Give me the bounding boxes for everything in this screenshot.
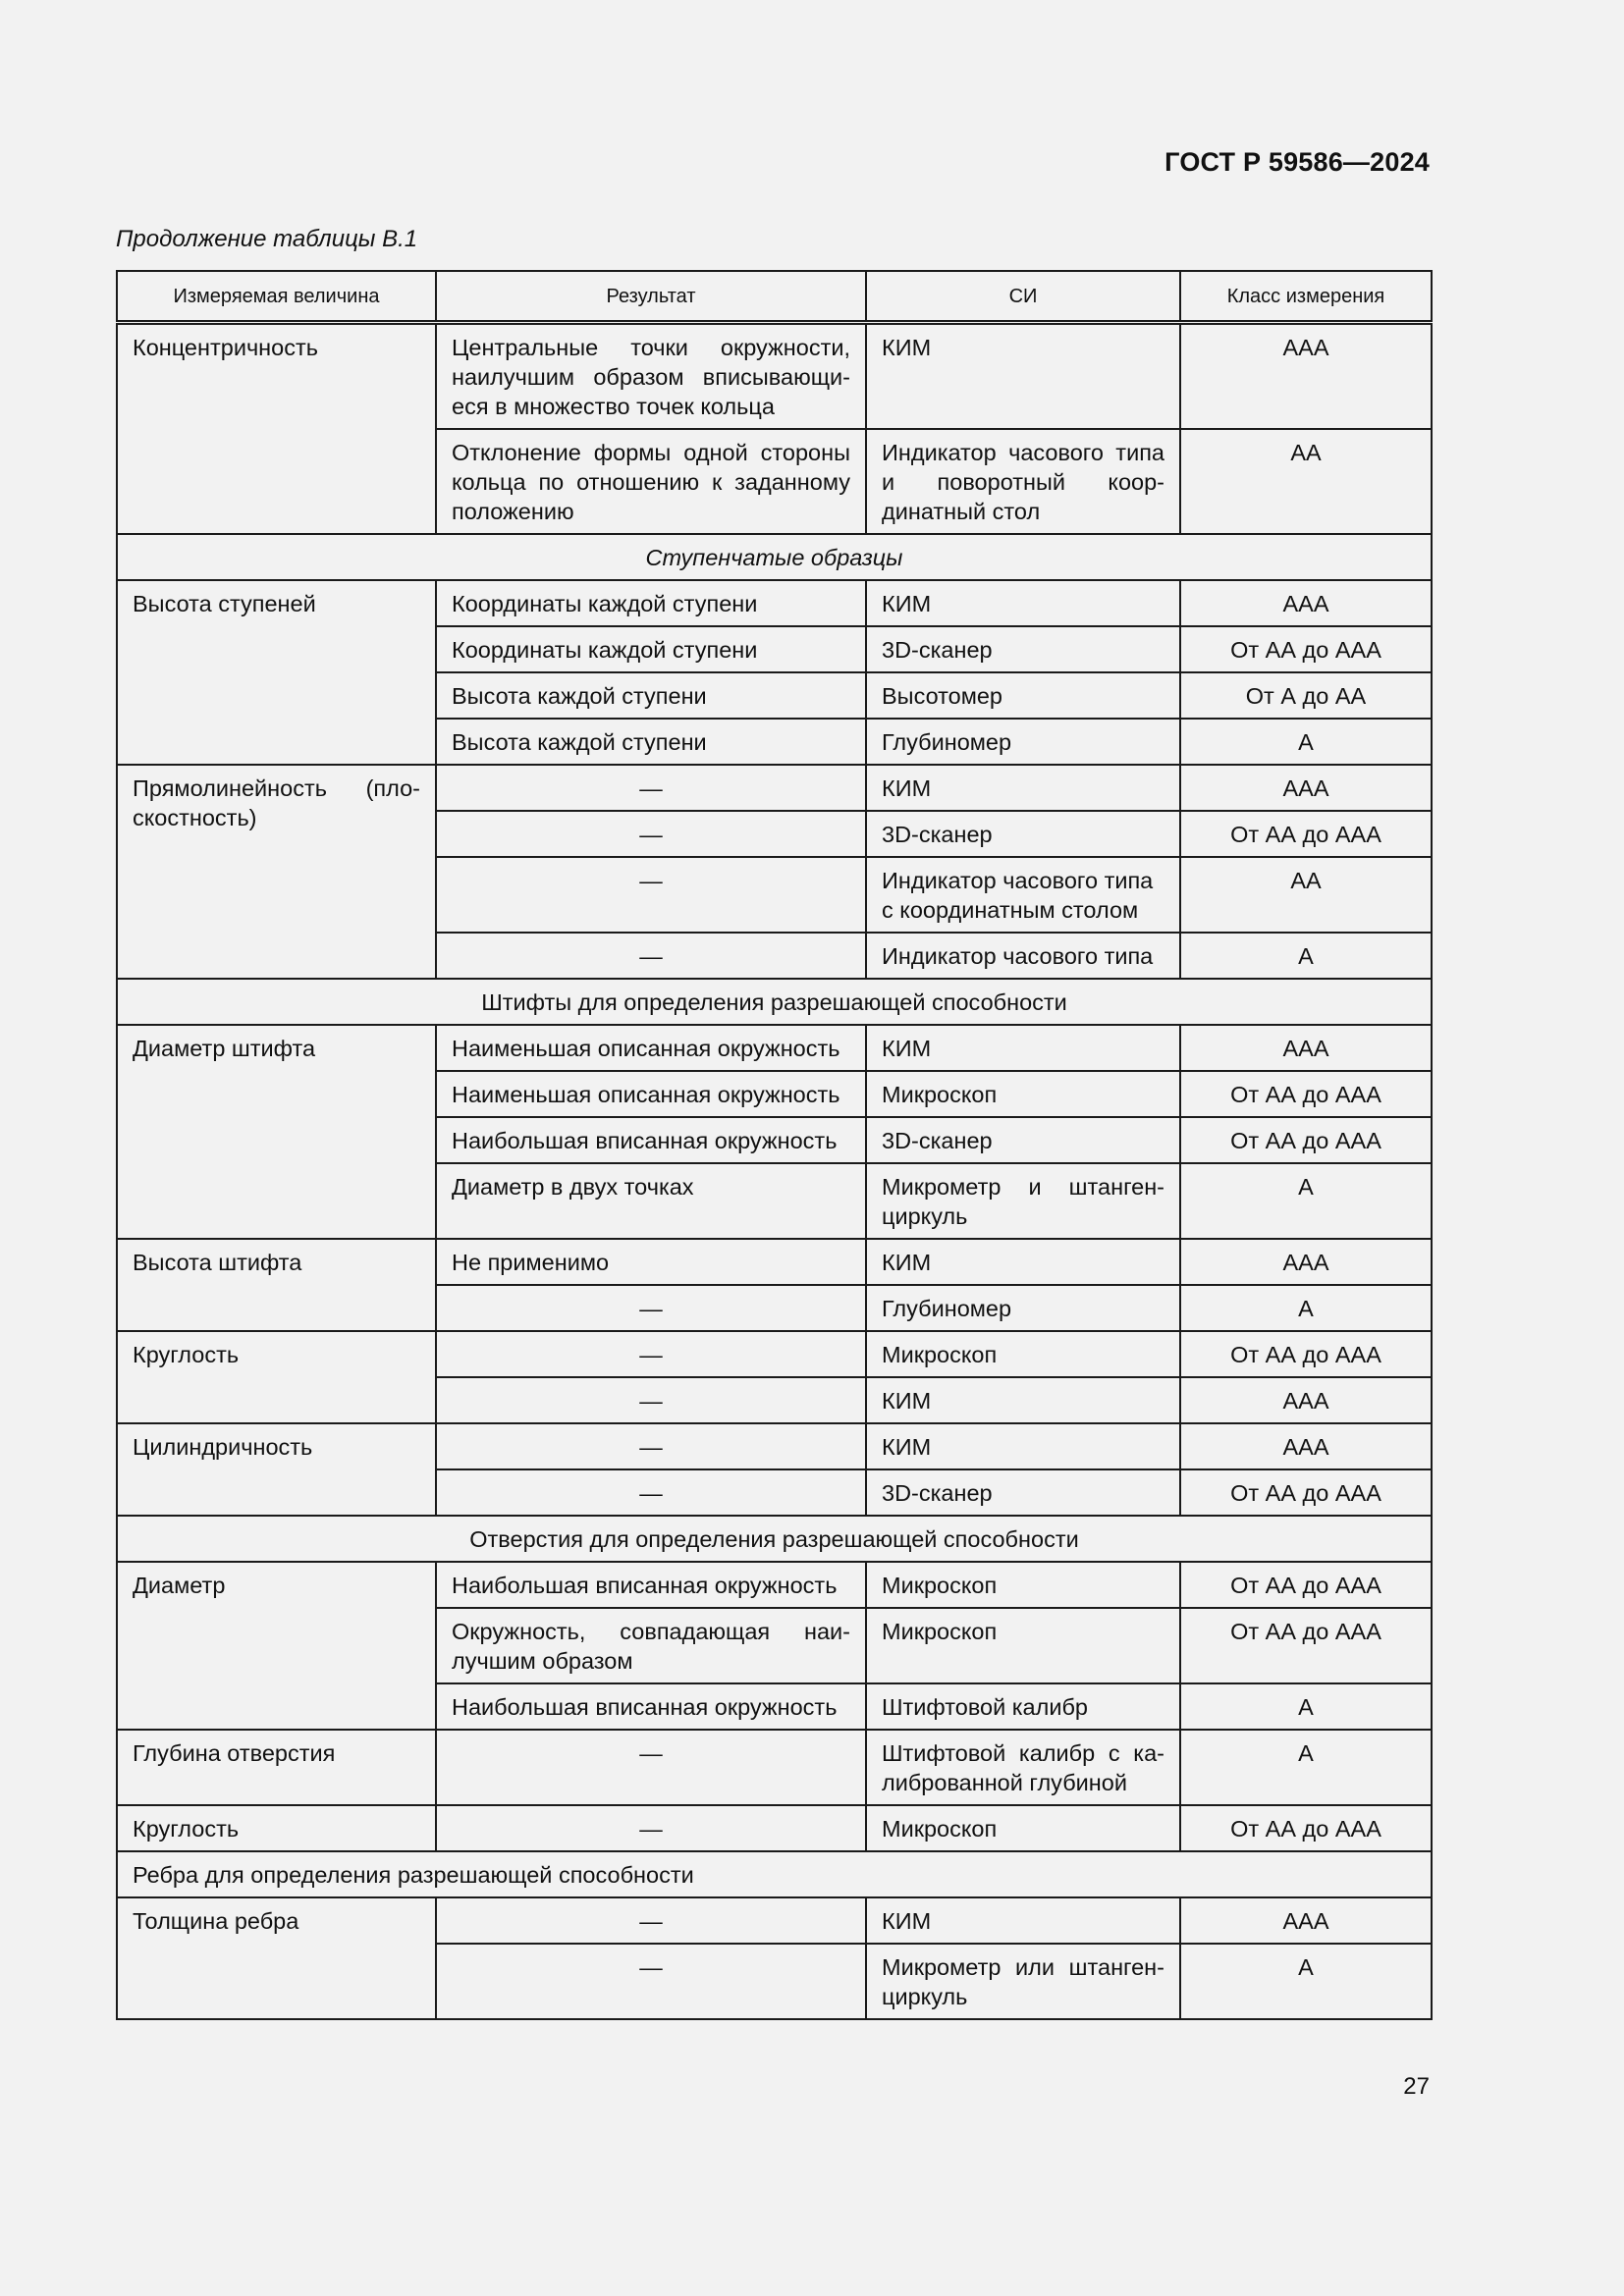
class-cell: AA (1180, 857, 1432, 933)
result-cell: — (436, 1805, 866, 1851)
section-heading: Ступенчатые образцы (117, 534, 1432, 580)
instrument-cell: КИМ (866, 1897, 1180, 1944)
result-cell: Наименьшая описанная окружность (436, 1071, 866, 1117)
result-cell: Высота каждой ступени (436, 672, 866, 719)
section-heading: Штифты для определения разрешающей способности (117, 979, 1432, 1025)
result-cell: Координаты каждой ступени (436, 580, 866, 626)
result-cell: — (436, 1469, 866, 1516)
instrument-cell: 3D-сканер (866, 1469, 1180, 1516)
measurement-table (116, 270, 1433, 2020)
measured-quantity-cell: Высота ступеней (117, 580, 436, 765)
instrument-cell: Глубиномер (866, 719, 1180, 765)
instrument-cell: КИМ (866, 765, 1180, 811)
class-cell: AAA (1180, 580, 1432, 626)
instrument-cell: КИМ (866, 1025, 1180, 1071)
instrument-cell: КИМ (866, 1239, 1180, 1285)
class-cell: От А до АА (1180, 672, 1432, 719)
section-row (117, 979, 1432, 1025)
column-header: СИ (866, 271, 1180, 323)
instrument-cell: Высотомер (866, 672, 1180, 719)
table-row (117, 1730, 1432, 1805)
column-header: Класс измерения (1180, 271, 1432, 323)
instrument-cell: Индикатор часового типа (866, 933, 1180, 979)
instrument-cell: Микроскоп (866, 1608, 1180, 1683)
result-cell: Наибольшая вписанная окружность (436, 1562, 866, 1608)
instrument-cell: Микрометр и штангенциркуль (866, 1163, 1180, 1239)
section-row (117, 1851, 1432, 1897)
measured-quantity-cell: Толщина ребра (117, 1897, 436, 2019)
result-cell: Отклонение формы одной стороны кольца по отношению к заданному положению (436, 429, 866, 534)
instrument-cell: Микрометр или штангенциркуль (866, 1944, 1180, 2019)
measured-quantity-cell: Концентричность (117, 323, 436, 535)
result-cell: Не применимо (436, 1239, 866, 1285)
instrument-cell: Микроскоп (866, 1805, 1180, 1851)
class-cell: От АА до ААА (1180, 811, 1432, 857)
measured-quantity-cell: Глубина отверстия (117, 1730, 436, 1805)
instrument-cell: 3D-сканер (866, 626, 1180, 672)
class-cell: От АА до ААА (1180, 1608, 1432, 1683)
result-cell: — (436, 1285, 866, 1331)
instrument-cell: КИМ (866, 1423, 1180, 1469)
table-row (117, 580, 1432, 626)
class-cell: A (1180, 1163, 1432, 1239)
result-cell: Центральные точки окружности, наилучшим образом вписывающиеся в множество точек кольца (436, 323, 866, 430)
instrument-cell: КИМ (866, 1377, 1180, 1423)
class-cell: От АА до ААА (1180, 1562, 1432, 1608)
class-cell: От АА до ААА (1180, 1331, 1432, 1377)
measured-quantity-cell: Диаметр штифта (117, 1025, 436, 1239)
table-row (117, 1025, 1432, 1071)
result-cell: — (436, 1331, 866, 1377)
result-cell: Наибольшая вписанная окружность (436, 1117, 866, 1163)
instrument-cell: КИМ (866, 580, 1180, 626)
result-cell: Наибольшая вписанная окружность (436, 1683, 866, 1730)
result-cell: Наименьшая описанная окружность (436, 1025, 866, 1071)
table-header-row (117, 271, 1432, 323)
column-header: Результат (436, 271, 866, 323)
class-cell: AAA (1180, 323, 1432, 430)
result-cell: — (436, 857, 866, 933)
class-cell: A (1180, 933, 1432, 979)
instrument-cell: КИМ (866, 323, 1180, 430)
class-cell: От АА до ААА (1180, 1071, 1432, 1117)
section-row (117, 534, 1432, 580)
result-cell: Высота каждой ступени (436, 719, 866, 765)
measured-quantity-cell: Диаметр (117, 1562, 436, 1730)
result-cell: — (436, 1897, 866, 1944)
measured-quantity-cell: Круглость (117, 1805, 436, 1851)
result-cell: Окружность, совпадающая наилучшим образом (436, 1608, 866, 1683)
class-cell: От АА до ААА (1180, 1805, 1432, 1851)
measured-quantity-cell: Высота штифта (117, 1239, 436, 1331)
result-cell: — (436, 1377, 866, 1423)
class-cell: A (1180, 1944, 1432, 2019)
result-cell: Координаты каждой ступени (436, 626, 866, 672)
instrument-cell: 3D-сканер (866, 1117, 1180, 1163)
instrument-cell: Микроскоп (866, 1562, 1180, 1608)
table-row (117, 1897, 1432, 1944)
result-cell: — (436, 765, 866, 811)
measured-quantity-cell: Круглость (117, 1331, 436, 1423)
table-caption: Продолжение таблицы В.1 (116, 226, 418, 252)
class-cell: AAA (1180, 765, 1432, 811)
class-cell: А (1180, 719, 1432, 765)
class-cell: AA (1180, 429, 1432, 534)
section-heading: Ребра для определения разрешающей способности (117, 1851, 1432, 1897)
class-cell: От АА до ААА (1180, 626, 1432, 672)
class-cell: A (1180, 1730, 1432, 1805)
instrument-cell: Штифтовой калибр с калиброванной глубиной (866, 1730, 1180, 1805)
measured-quantity-cell: Цилиндричность (117, 1423, 436, 1516)
class-cell: A (1180, 1285, 1432, 1331)
instrument-cell: Микроскоп (866, 1331, 1180, 1377)
instrument-cell: Индикатор часового типа и поворотный координатный стол (866, 429, 1180, 534)
class-cell: AAA (1180, 1897, 1432, 1944)
class-cell: От АА до ААА (1180, 1117, 1432, 1163)
result-cell: — (436, 1730, 866, 1805)
document-code: ГОСТ Р 59586—2024 (1164, 147, 1430, 177)
table-row (117, 765, 1432, 811)
result-cell: — (436, 811, 866, 857)
section-heading: Отверстия для определения разрешающей способности (117, 1516, 1432, 1562)
result-cell: Диаметр в двух точках (436, 1163, 866, 1239)
instrument-cell: Штифтовой калибр (866, 1683, 1180, 1730)
result-cell: — (436, 1423, 866, 1469)
instrument-cell: Индикатор часового типа с координатным столом (866, 857, 1180, 933)
instrument-cell: Глубиномер (866, 1285, 1180, 1331)
instrument-cell: Микроскоп (866, 1071, 1180, 1117)
class-cell: От АА до ААА (1180, 1469, 1432, 1516)
result-cell: — (436, 933, 866, 979)
column-header: Измеряемая величина (117, 271, 436, 323)
class-cell: AAA (1180, 1025, 1432, 1071)
table-row (117, 323, 1432, 430)
class-cell: AAA (1180, 1423, 1432, 1469)
measured-quantity-cell: Прямолинейность (плоскостность) (117, 765, 436, 979)
table-row (117, 1423, 1432, 1469)
instrument-cell: 3D-сканер (866, 811, 1180, 857)
table-row (117, 1562, 1432, 1608)
page-number: 27 (1403, 2073, 1430, 2100)
class-cell: A (1180, 1683, 1432, 1730)
class-cell: AAA (1180, 1239, 1432, 1285)
table-row (117, 1239, 1432, 1285)
result-cell: — (436, 1944, 866, 2019)
table-row (117, 1331, 1432, 1377)
class-cell: AAA (1180, 1377, 1432, 1423)
table-row (117, 1805, 1432, 1851)
section-row (117, 1516, 1432, 1562)
